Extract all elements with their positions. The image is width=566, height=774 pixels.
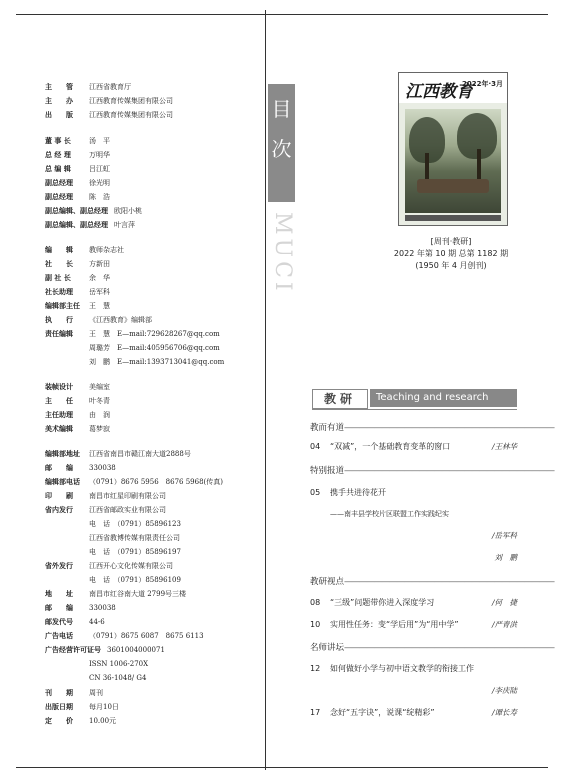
- credit-label: 副总编辑、副总经理: [45, 221, 108, 229]
- credit-label: [45, 674, 89, 683]
- credit-label: 主 办: [45, 97, 73, 105]
- credit-row: [45, 330, 220, 339]
- credit-value: 44-6: [89, 618, 105, 626]
- credit-label: 执 行: [45, 316, 73, 324]
- credit-label: 主任助理: [45, 411, 73, 419]
- credit-label: 副总编辑、副总经理: [45, 207, 108, 215]
- toc-entry[interactable]: 17 念好“五字诀”，说课“绽精彩” /谭长寿: [310, 708, 517, 717]
- credit-value: 江西省教博传媒有限责任公司: [89, 534, 180, 542]
- credit-label: 邮 编: [45, 604, 73, 612]
- category-heading: 名师讲坛————————————————————————————: [310, 643, 555, 653]
- credit-value: 欧阳小桃: [114, 207, 142, 215]
- credit-row: [45, 411, 110, 420]
- credit-value: 330038: [89, 604, 116, 612]
- credit-label: 董 事 长: [45, 137, 71, 145]
- credit-value: 由 润: [89, 411, 110, 419]
- credit-value: 万明华: [89, 151, 110, 159]
- credit-row: [45, 492, 166, 501]
- credit-label: 责任编辑: [45, 330, 73, 338]
- credit-label: [45, 548, 89, 557]
- credit-value: 方新田: [89, 260, 110, 268]
- credit-label: 主 管: [45, 83, 73, 91]
- credit-row: [45, 674, 146, 683]
- credit-row: [45, 179, 110, 188]
- credit-value: 江西省邮政实业有限公司: [89, 506, 166, 514]
- founded-date: (1950 年 4 月创刊): [415, 261, 487, 270]
- credit-label: 编辑部主任: [45, 302, 80, 310]
- issue-number: 2022 年第 10 期 总第 1182 期: [393, 249, 509, 258]
- credit-value: 叶言萍: [114, 221, 135, 229]
- credit-row: [45, 358, 224, 367]
- credit-row: [45, 288, 110, 297]
- credit-row: [45, 478, 223, 487]
- credit-row: [45, 397, 110, 406]
- credit-value: （0791）8675 6087 8675 6113: [89, 632, 204, 640]
- credit-label: 美术编辑: [45, 425, 73, 433]
- credit-row: [45, 83, 131, 92]
- credit-label: [45, 344, 89, 353]
- toc-entry[interactable]: 05 携手共进待花开: [310, 488, 386, 497]
- credit-label: 广告经营许可证号: [45, 646, 101, 654]
- credit-value: 南昌市红谷南大道 2799号三楼: [89, 590, 187, 598]
- credit-row: [45, 274, 110, 283]
- credit-value: ISSN 1006-270X: [89, 660, 149, 668]
- credit-row: [45, 590, 186, 599]
- credit-label: 出 版: [45, 111, 73, 119]
- credit-value: 每月10日: [89, 703, 119, 711]
- credit-value: 葛梦寂: [89, 425, 110, 433]
- credit-row: [45, 97, 173, 106]
- credit-row: [45, 660, 148, 669]
- credit-row: [45, 450, 191, 459]
- section-title-zh: 教研: [312, 389, 368, 409]
- credit-row: [45, 506, 166, 515]
- credit-value: 10.00元: [89, 717, 117, 725]
- credit-row: [45, 646, 165, 655]
- credit-label: [45, 576, 89, 585]
- credit-row: [45, 193, 110, 202]
- credit-label: 副 社 长: [45, 274, 71, 282]
- credit-label: 编辑部地址: [45, 450, 80, 458]
- band-char-2: 次: [271, 137, 292, 161]
- credit-row: [45, 137, 110, 146]
- credit-label: 社长助理: [45, 288, 73, 296]
- credit-row: [45, 165, 110, 174]
- credit-value: 王 慧 E—mail:729628267@qq.com: [89, 330, 220, 338]
- credit-row: [45, 344, 220, 353]
- credit-row: [45, 316, 152, 325]
- credit-label: 地 址: [45, 590, 73, 598]
- credit-row: [45, 520, 181, 529]
- credit-value: 王 慧: [89, 302, 110, 310]
- credit-value: 江西开心文化传媒有限公司: [89, 562, 173, 570]
- credit-row: [45, 534, 180, 543]
- credit-row: [45, 464, 116, 473]
- page-divider: [265, 10, 266, 770]
- credit-row: [45, 302, 110, 311]
- section-title-en: Teaching and research: [370, 389, 517, 407]
- credit-label: [45, 660, 89, 669]
- credit-value: 3601004000071: [107, 646, 165, 654]
- toc-entry[interactable]: 12 如何做好小学与初中语文教学的衔接工作: [310, 664, 474, 673]
- credit-value: 徐光明: [89, 179, 110, 187]
- credit-value: 江西省教育厅: [89, 83, 131, 91]
- credit-value: 陈 浩: [89, 193, 110, 201]
- category-heading: 教研视点————————————————————————————: [310, 577, 555, 587]
- credit-label: 社 长: [45, 260, 73, 268]
- section-header: [312, 389, 517, 407]
- credit-label: 副总经理: [45, 179, 73, 187]
- credit-row: [45, 111, 173, 120]
- credit-row: [45, 246, 124, 255]
- credit-label: 广告电话: [45, 632, 73, 640]
- credit-label: 出版日期: [45, 703, 73, 711]
- credit-label: [45, 520, 89, 529]
- toc-subtitle: ——南丰县学校片区联盟工作实践纪实: [330, 510, 449, 518]
- credit-row: [45, 604, 116, 613]
- cover-footer-bar: [405, 215, 501, 221]
- credit-label: 省内发行: [45, 506, 73, 514]
- credit-row: [45, 207, 142, 216]
- credit-value: 《江西教育》编辑部: [89, 316, 152, 324]
- credit-label: 印 刷: [45, 492, 73, 500]
- credit-label: 编 辑: [45, 246, 73, 254]
- credit-value: CN 36-1048/ G4: [89, 674, 147, 682]
- credit-label: 定 价: [45, 717, 73, 725]
- credit-label: 装帧设计: [45, 383, 73, 391]
- credit-value: 电 话 （0791）85896109: [89, 576, 181, 584]
- credit-row: [45, 383, 110, 392]
- credit-value: 电 话 （0791）85896123: [89, 520, 181, 528]
- credit-label: 总 编 辑: [45, 165, 71, 173]
- toc-author: 刘 鹏: [494, 553, 517, 562]
- credit-row: [45, 425, 110, 434]
- credit-label: 编辑部电话: [45, 478, 80, 486]
- band-pinyin: MUCI: [270, 212, 295, 295]
- contents-band: [268, 84, 295, 202]
- credit-row: [45, 703, 119, 712]
- issue-type: [周刊·教研]: [430, 237, 472, 246]
- credit-value: 余 华: [89, 274, 110, 282]
- credit-label: [45, 534, 89, 543]
- credit-label: [45, 358, 89, 367]
- credit-row: [45, 562, 173, 571]
- credit-row: [45, 548, 181, 557]
- toc-entry[interactable]: 04 “双减”，一个基础教育变革的窗口 /王林华: [310, 442, 517, 451]
- credit-label: 省外发行: [45, 562, 73, 570]
- credit-value: 330038: [89, 464, 116, 472]
- credit-label: 副总经理: [45, 193, 73, 201]
- magazine-cover: [398, 72, 508, 226]
- section-rule: [312, 409, 517, 410]
- band-char-1: 目: [271, 97, 292, 121]
- category-heading: 教而有道————————————————————————————: [310, 423, 555, 433]
- credit-value: 周刊: [89, 689, 103, 697]
- credit-row: [45, 151, 110, 160]
- credit-value: 周璐芳 E—mail:405956706@qq.com: [89, 344, 220, 352]
- credit-value: 叶冬青: [89, 397, 110, 405]
- credit-row: [45, 689, 103, 698]
- credit-value: 美编室: [89, 383, 110, 391]
- credit-value: 江西教育传媒集团有限公司: [89, 97, 173, 105]
- cover-title: 江西教育: [405, 82, 473, 102]
- credit-row: [45, 260, 110, 269]
- credit-label: 邮 编: [45, 464, 73, 472]
- credit-value: （0791）8676 5956 8676 5968(传真): [89, 478, 223, 486]
- credit-value: 电 话 （0791）85896197: [89, 548, 181, 556]
- credit-label: 邮发代号: [45, 618, 73, 626]
- credit-value: 岳军科: [89, 288, 110, 296]
- credit-row: [45, 632, 204, 641]
- category-heading: 特别报道————————————————————————————: [310, 466, 555, 476]
- credit-label: 刊 期: [45, 689, 73, 697]
- credit-value: 刘 鹏 E—mail:1393713041@qq.com: [89, 358, 225, 366]
- cover-masthead: [399, 73, 507, 103]
- credit-value: 汤 平: [89, 137, 110, 145]
- toc-entry[interactable]: 08 “三级”问题带你进入深度学习 /何 捷: [310, 598, 517, 607]
- toc-author: /李庆陆: [491, 686, 517, 695]
- toc-entry[interactable]: 10 实用性任务：变“学后用”为“用中学” /严青洪: [310, 620, 517, 629]
- toc-author: /岳军科: [491, 531, 517, 540]
- credit-value: 吕江虹: [89, 165, 110, 173]
- credit-row: [45, 717, 116, 726]
- credit-value: 教师杂志社: [89, 246, 124, 254]
- credit-row: [45, 618, 105, 627]
- credit-value: 江西省南昌市赣江南大道2888号: [89, 450, 191, 458]
- credit-label: 主 任: [45, 397, 73, 405]
- credit-value: 江西教育传媒集团有限公司: [89, 111, 173, 119]
- credit-row: [45, 576, 181, 585]
- credit-label: 总 经 理: [45, 151, 71, 159]
- cover-issue: 2022年·3月: [461, 80, 503, 88]
- credit-value: 南昌市红星印刷有限公司: [89, 492, 166, 500]
- credit-row: [45, 221, 135, 230]
- cover-photo: [405, 109, 501, 213]
